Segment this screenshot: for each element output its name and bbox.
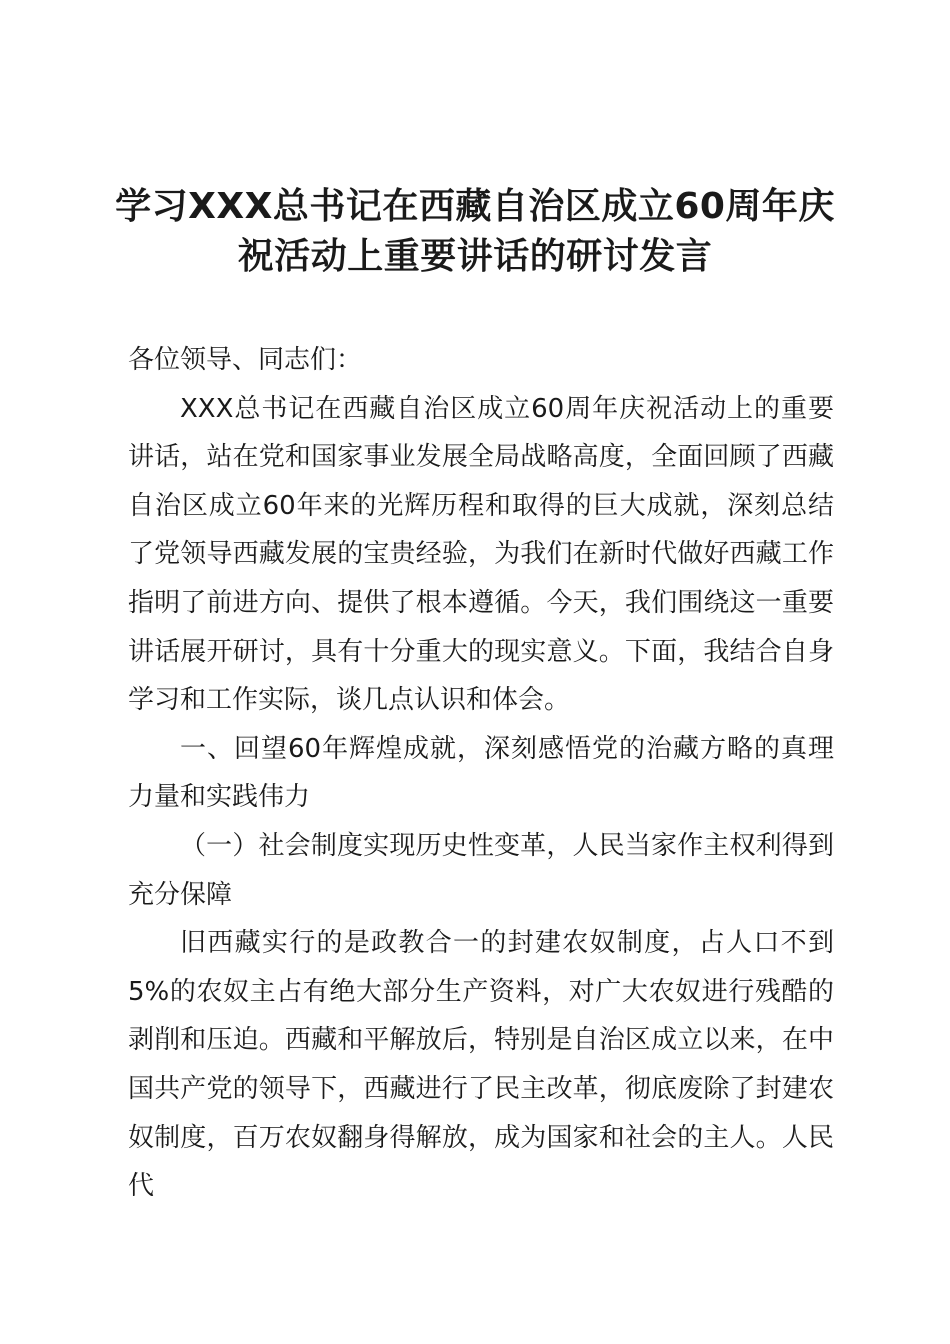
body-paragraph-2: 旧西藏实行的是政教合一的封建农奴制度，占人口不到5%的农奴主占有绝大部分生产资料，对广大农奴进行残酷的剥削和压迫。西藏和平解放后，特别是自治区成立以来，在中国共产党的领导下，西藏进行了民主改革，彻底废除了封建农奴制度，百万农奴翻身得解放，成为国家和社会的主人。人民代 bbox=[128, 928, 834, 1202]
document-title bbox=[110, 182, 840, 282]
intro-paragraph: XXX总书记在西藏自治区成立60周年庆祝活动上的重要讲话，站在党和国家事业发展全局战略高度，全面回顾了西藏自治区成立60年来的光辉历程和取得的巨大成就，深刻总结了党领导西藏发展的宝贵经验，为我们在新时代做好西藏工作指明了前进方向、提供了根本遵循。今天，我们围绕这一重要讲话展开研讨，具有十分重大的现实意义。下面，我结合自身学习和工作实际，谈几点认识和体会。 bbox=[128, 393, 834, 716]
section-heading-1: 一、回望60年辉煌成就，深刻感悟党的治藏方略的真理力量和实践伟力 bbox=[128, 733, 834, 813]
salutation: 各位领导、同志们： bbox=[128, 345, 363, 375]
title-line-1: 学习XXX总书记在西藏自治区成立60周年庆 bbox=[115, 186, 835, 228]
title-line-2: 祝活动上重要讲话的研讨发言 bbox=[237, 236, 713, 278]
subsection-heading-1: （一）社会制度实现历史性变革，人民当家作主权利得到充分保障 bbox=[128, 830, 834, 910]
document-body bbox=[128, 336, 834, 1211]
